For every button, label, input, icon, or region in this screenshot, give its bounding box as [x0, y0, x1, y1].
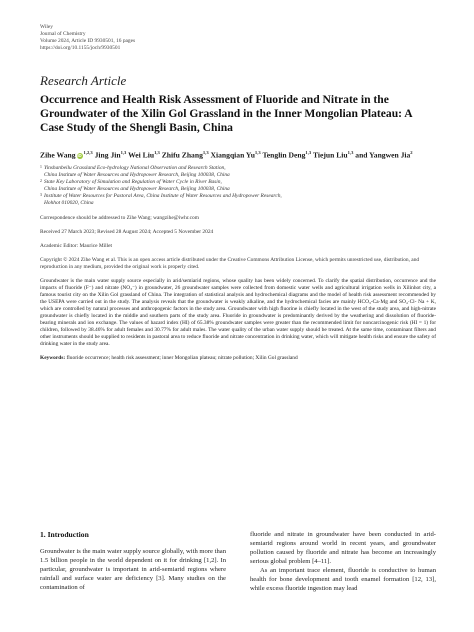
affiliation-line: China Institute of Water Resources and Hydropower Research, Beijing 100038, China — [44, 185, 230, 192]
section-heading-introduction: 1. Introduction — [40, 530, 89, 539]
article-dates: Received 27 March 2023; Revised 28 August 2024; Accepted 5 November 2024 — [40, 228, 214, 235]
intro-paragraph-2: As an important trace element, fluoride is conductive to human health for bone development and tooth enamel formation [12, 13], while excess fluoride ingestion may lead — [250, 567, 436, 592]
author-name: Tiejun Liu — [312, 150, 348, 160]
keywords-label: Keywords: — [40, 355, 66, 361]
keywords — [40, 355, 436, 362]
abstract: Groundwater is the main water supply source especially in arid/semiarid regions, whose quality has been widely concerned. To clarify the spatial distribution, occurrence and the impacts of fluoride (F⁻) and nitrate (NO₃⁻) in groundwater, 26 groundwater samples were collected from domestic water wells and agricultural irrigation wells in Xilinhot city, a famous tourist city on the Xilin Gol grassland of China. The integration of statistical analysis and hydrochemical diagrams and the model of health risk assessment recommended by the USEPA were carried out in the study. The analysis reveals that the groundwater is weakly alkaline, and the hydrochemical facies are mainly HCO₃-Ca·Mg and SO₄·Cl- Na + K, which are controlled by natural processes and anthropogenic factors in the study area. Groundwater with high fluorine is chiefly located in the west of the study area, and high-nitrate groundwater is chiefly located in the middle and southern parts of the study area. Fluoride in groundwater is predominantly derived by the weathering and dissolution of fluoride-bearing minerals and ion exchange. The values of hazard index (HI) of 65.38% groundwater samples were greater than the recommended limit for noncarcinogenic risk (HI = 1) for children, followed by 38.46% for adult females and 30.77% for adult males. The water quality of the urban water supply should be treated. At the same time, contaminant filters and other instruments should be supplied to residents in pastoral area to reduce fluoride and nitrate concentration in drinking water, which will mitigate health risks and ensure the safety of drinking water in the study area. — [40, 277, 436, 347]
author-affiliation-number: 1,3 — [254, 150, 261, 155]
author-separator: and — [353, 150, 370, 160]
author-list — [40, 147, 436, 161]
author-affiliation-number: 2 — [410, 150, 413, 155]
keywords-text: fluoride occurrence; health risk assessment; inner Mongolian plateau; nitrate pollution; Xilin Gol grassland — [66, 355, 298, 361]
article-title: Occurrence and Health Risk Assessment of Fluoride and Nitrate in the Groundwater of the Xilin Gol Grassland in the Inner Mongolian Plateau: A Case Study of the Shengli Basin, China — [40, 93, 413, 134]
author-affiliation-number: 1,2,3 — [83, 150, 93, 155]
intro-paragraph-continued: fluoride and nitrate in groundwater have been conducted in arid-semiarid regions around world in recent years, and groundwater pollution caused by fluoride and nitrate has become an increasingly serious global problem [4–11]. — [250, 531, 436, 565]
correspondence: Correspondence should be addressed to Zihe Wang; wangzihe@iwhr.com — [40, 214, 199, 221]
author-name: Zihe Wang — [40, 150, 76, 160]
author-name: Wei Liu — [128, 150, 155, 160]
author-name: Tenglin Deng — [262, 150, 306, 160]
author-affiliation-number: 1,3 — [120, 150, 127, 155]
copyright-notice: Copyright © 2024 Zihe Wang et al. This is an open access article distributed under the Creative Commons Attribution License, which permits unrestricted use, distribution, and reproduction in any medium, provided the original work is properly cited. — [40, 256, 420, 270]
author-affiliation-number: 1,3 — [305, 150, 312, 155]
author-affiliation-number: 1,3 — [154, 150, 160, 155]
article-type: Research Article — [40, 73, 127, 88]
affiliation-line: Hohhot 010020, China — [44, 199, 94, 206]
author-name: Xiangqian Yu — [210, 150, 255, 160]
academic-editor: Academic Editor: Maurice Millet — [40, 242, 112, 249]
article-page — [40, 24, 436, 362]
left-column — [40, 522, 226, 592]
volume-info: Volume 2024, Article ID 9930501, 16 pages — [40, 38, 136, 44]
author-name: Jing Jin — [94, 150, 121, 160]
affiliation-item — [40, 193, 436, 207]
author-name: Zhifu Zhang — [161, 150, 203, 160]
affiliation-line: China Institute of Water Resources and Hydropower Research, Beijing 100038, China — [44, 171, 230, 178]
affiliation-list — [40, 165, 436, 207]
right-column — [250, 530, 436, 593]
affiliation-line: Yinshanbeilu Grassland Eco-hydrology National Observation and Research Station, — [44, 164, 226, 171]
body-columns — [40, 522, 436, 632]
author-affiliation-number: 1,3 — [202, 150, 209, 155]
affiliation-line: State Key Laboratory of Simulation and Regulation of Water Cycle in River Basin, — [44, 178, 222, 185]
doi-link[interactable]: https://doi.org/10.1155/joch/9930501 — [40, 45, 121, 51]
affiliation-item — [40, 179, 436, 193]
affiliation-line: Institute of Water Resources for Pastoral Area, China Institute of Water Resources and Hydropower Research, — [44, 192, 282, 199]
orcid-icon[interactable]: iD — [77, 152, 82, 158]
author-name: Yangwen Jia — [369, 150, 411, 160]
affiliation-item — [40, 165, 436, 179]
affiliation-number: 2 — [40, 178, 42, 183]
publisher-name: Wiley — [40, 24, 53, 30]
author-affiliation-number: 1,3 — [347, 150, 354, 155]
journal-name: Journal of Chemistry — [40, 31, 86, 37]
intro-paragraph-1: Groundwater is the main water supply source globally, with more than 1.5 billion people in the world dependent on it for drinking [1,2]. In particular, groundwater is important in arid-semiarid regions where rainfall and surface water are deficiency [3]. Many studies on the contamination of — [40, 548, 226, 591]
journal-metadata — [40, 24, 436, 52]
affiliation-number: 3 — [40, 192, 42, 197]
affiliation-number: 1 — [40, 164, 42, 169]
